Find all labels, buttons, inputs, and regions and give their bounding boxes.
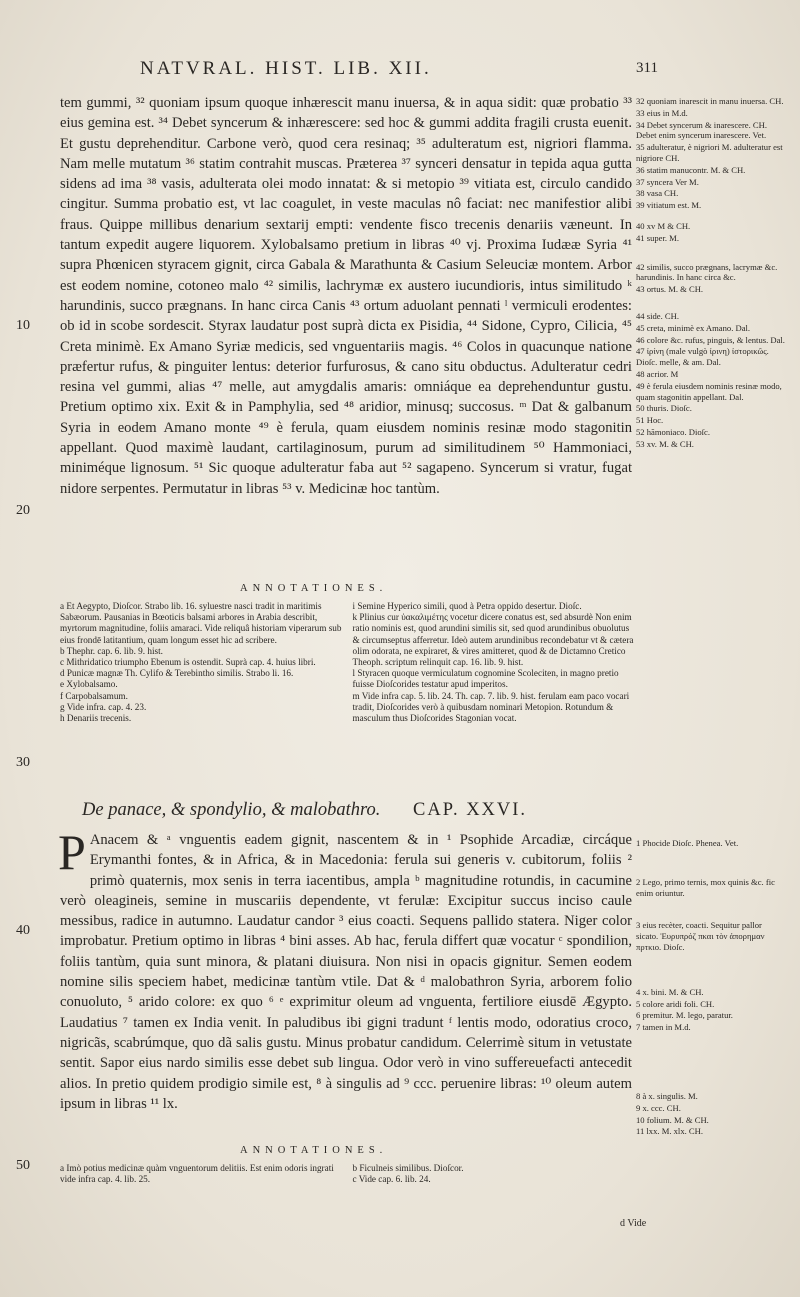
running-title: NATVRAL. HIST. LIB. XII.	[140, 58, 432, 79]
annotations-right-column	[353, 601, 636, 724]
margin-note: 33 eius in M.d.	[636, 107, 688, 118]
margin-note: 51 Hoc.	[636, 415, 664, 426]
annotation: k Plinius cur ὑακαλιμέτης vocetur dicere conatus est, sed absurdè Non enim ratio nominis est, quod arundini similis sit, sed quod arundinibus obuolutus & circumseptus afferretur. Ideò autem arundinibus recondebatur vt & cætera olim odorata, ne expiraret, & vires amitteret, quod & de Dictamno Cretico Theoph. scriptum relinquit cap. 16. lib. 9. hist.	[352, 612, 634, 668]
chapter-26-text	[58, 824, 632, 1114]
line-number: 30	[16, 755, 30, 770]
margin-note: 37 syncera Ver M.	[636, 176, 699, 187]
annotation: c Vide cap. 6. lib. 24.	[352, 1174, 431, 1185]
body-paragraph: tem gummi, ³² quoniam ipsum quoque inhærescit manu inuersa, & in aqua sidit: quæ probatio ³³ eius gemina est. ³⁴ Debet syncerum & inhærescere: sed hoc & gummi addita fragili crusta euenit. Et gustu deprehenditur. Carbone verò, quod cera resinaq; ³⁵ adulteratum est, nigriori flamma. Nam melle mutatum ³⁶ statim contrahit muscas. Præterea ³⁷ synceri densatur in tepida aqua gutta sidens ad ima ³⁸ vasis, adulterata olei modo innatat: & si metopio ³⁹ vitiata est, circulo candido cingitur. Summa probatio est, vt lac coagulet, in veste maculas nô faciat: nec manifestior alibi fraus. Quippe millibus denarium sextarij empti: vendente fisco trecenis denariis væneunt. In tantum expedit augere liquorem. Xylobalsamo pretium in libras ⁴⁰ vj. Proxima Iudææ Syria ⁴¹ supra Phœnicen styracem gignit, circa Gabala & Marathunta & Casium Seleuciæ montem. Arbor est eodem nomine, cotoneo malo ⁴² similis, lachrymæ ex austero iucundioris, intus similitudo ᵏ harundinis, succo prægnans. In hanc circa Canis ⁴³ ortum aduolant pennati ˡ vermiculi erodentes: ob id in scobe sordescit. Styrax laudatur post suprà dicta ex Pisidia, ⁴⁴ Sidone, Cypro, Cilicia, ⁴⁵ Creta minimè. Ex Amano Syriæ medicis, sed vnguentariis magis. ⁴⁶ Colos in quacunque natione præfertur rufus, & pinguiter lentus: deterior furfurosus, & cano situ obductus. Adulteratur cedri resina vel gummi, alias ⁴⁷ melle, aut amygdalis amaris: omniáque ea deprehenduntur gustu. Pretium optimo xix. Exit & in Pamphylia, sed ⁴⁸ aridior, minusq; succosus. ᵐ Dat & galbanum Syria in eodem Amano monte ⁴⁹ è ferula, quam eiusdem nominis resinæ modo stagonitin appellant. Quod maximè laudant, cartilaginosum, purum ad similitudinem ⁵⁰ Hammoniaci, miniméque lignosum. ⁵¹ Sic quoque adulteratur faba aut ⁵² sagapeno. Syncerum si vratur, fugat nidore serpentes. Permutatur in libras ⁵³ v. Medicinæ hoc tantùm.	[60, 95, 632, 497]
margin-note: 39 vitiatum est. M.	[636, 200, 702, 211]
annotation: a Imò potius medicinæ quàm vnguentorum delitiis. Est enim odoris ingrati vide infra cap. 4. lib. 25.	[60, 1163, 334, 1185]
chapter-title: De panace, & spondylio, & malobathro.	[82, 800, 381, 820]
drop-cap: P	[58, 824, 86, 880]
margin-note: 48 acrior. M	[636, 368, 679, 379]
margin-note: 35 adulteratur, è nigriori M. adulteratur est nigriore CH.	[636, 142, 783, 163]
annotation: d Punicæ magnæ Th. Cylifo & Terebintho similis. Strabo li. 16.	[60, 668, 294, 679]
margin-note: 6 premitur. M. lego, paratur.	[636, 1010, 733, 1021]
margin-note: 3 eius recèter, coacti. Sequitur pallor sicato. Ἐυρυπρόζ πκαι τὸν ἀπορημαν πρτκιο. Dioſc.	[636, 920, 765, 952]
margin-note: 10 folium. M. & CH.	[636, 1114, 709, 1125]
chapter-25-text	[60, 93, 632, 499]
annotation: i Semine Hyperico simili, quod à Petra oppido desertur. Dioſc.	[352, 601, 582, 611]
margin-note: 34 Debet syncerum & inarescere. CH. Debet enim syncerum inarescere. Vet.	[636, 119, 768, 141]
annotationes-heading-2: ANNOTATIONES.	[240, 1145, 388, 1156]
chapter-number: CAP. XXVI.	[413, 800, 528, 820]
annotation: b Ficulneis similibus. Dioſcor.	[352, 1163, 464, 1173]
margin-note: 9 x. ccc. CH.	[636, 1102, 681, 1113]
margin-note: 36 statim manucontr. M. & CH.	[636, 164, 746, 175]
margin-note: 2 Lego, primo ternis, mox quinis &c. fic enim oriuntur.	[636, 876, 775, 898]
page-number: 311	[636, 60, 658, 76]
annotations-right-column	[353, 1163, 636, 1185]
annotations-2	[60, 1163, 635, 1185]
annotationes-heading: ANNOTATIONES.	[240, 583, 388, 594]
margin-note: 11 lxx. M. xlx. CH.	[636, 1126, 704, 1137]
margin-notes-1	[636, 96, 786, 451]
line-number: 50	[16, 1158, 30, 1173]
margin-note: 53 xv. M. & CH.	[636, 438, 694, 449]
margin-note: 44 side. CH.	[636, 310, 679, 321]
annotation: l Styracen quoque vermiculatum cognomine Scoleciten, in magno pretio fuisse Dioſcorides testatur apud imperitos.	[352, 668, 619, 690]
annotations-left-column	[60, 601, 343, 724]
chapter-heading	[82, 800, 622, 821]
annotation: m Vide infra cap. 5. lib. 24. Th. cap. 7. lib. 9. hist. ferulam eam paco vocari tradit, Dioſcorides verò à quibusdam nominari Metopion. Rotundum & masculum thus Dioſcorides Stagonian vocat.	[352, 690, 630, 724]
margin-note: 46 colore &c. rufus, pinguis, & lentus. Dal.	[636, 334, 785, 345]
catchword: d Vide	[620, 1218, 647, 1229]
annotation: b Thephr. cap. 6. lib. 9. hist.	[60, 645, 163, 656]
annotation: f Carpobalsamum.	[60, 690, 128, 701]
margin-note: 41 super. M.	[636, 232, 679, 243]
margin-note: 42 similis, succo prægnans, lacrymæ &c. harundinis. In hanc circa &c.	[636, 261, 778, 283]
margin-note: 52 hãmoniaco. Dioſc.	[636, 426, 710, 437]
annotation: h Denariis trecenis.	[60, 713, 132, 724]
annotation: a Et Aegypto, Dioſcor. Strabo lib. 16. syluestre nasci tradit in maritimis Sabæorum. Pausanias in Bœoticis balsami arbores in Arabia describit, myrtorum magnitudine, foliis amaraci. Vide reliquâ historiam viperarum sub eius frondē latitantium, quam longum esset hic ad scribere.	[60, 601, 342, 645]
annotation: e Xylobalsamo.	[60, 679, 118, 690]
margin-note: 40 xv M & CH.	[636, 220, 691, 231]
margin-note: 45 creta, minimè ex Amano. Dal.	[636, 322, 751, 333]
margin-note: 7 tamen in M.d.	[636, 1022, 691, 1033]
body-text: Anacem & ᵃ vnguentis eadem gignit, nascentem & in ¹ Psophide Arcadiæ, circáque Erymanthi fontes, & in Africa, & in Macedonia: ferula sui generis v. cubitorum, foliis ² primò quaternis, mox senis in terra iacentibus, ampla ᵇ magnitudine rotundis, in cacumine verò oleagineis, semine in muscariis dependente, vt ferulæ: Excipitur succus inciso caule messibus, radice in autumno. Laudatur candor ³ eius coacti. Sequens pallido statera. Niger color improbatur. Pretium optimo in libras ⁴ bini asses. Ab hac, ferula differt quæ vocatur ᶜ spondilion, foliis tantùm, quia sunt minora, & platani diuisura. Non nisi in opacis gignitur. Semen eodem nomine silis speciem habet, medicinæ tantùm vtile. Dat & ᵈ malobathron Syria, arborem folio conuoluto, ⁵ arido colore: ex quo ⁶ ᵉ exprimitur oleum ad vnguenta, fertiliore eiusdē Ægypto. Laudatius ⁷ tamen ex India venit. In paludibus ibi gigni tradunt ᶠ lentis modo, odoratius croco, nigricãs, scabrúmque, quo dã salis gustu. Minus probatur candidum. Celerrimè situm in vetustate sentit. Sapor eius nardo similis esse debet sub lingua. Odor verò in vino suffereuefacti antecedit alios. In pretio quidem prodigio simile est, ⁸ à singulis ad ⁹ ccc. peruenire libras: ¹⁰ oleum autem ipsum in libras ¹¹ lx.	[60, 832, 632, 1112]
margin-note: 32 quoniam inarescit in manu inuersa. CH.	[636, 96, 784, 106]
margin-note: 8 à x. singulis. M.	[636, 1090, 698, 1101]
annotations-left-column	[60, 1163, 343, 1185]
annotations-1	[60, 601, 635, 724]
margin-note: 43 ortus. M. & CH.	[636, 284, 704, 295]
margin-note: 4 x. bini. M. & CH.	[636, 986, 704, 997]
margin-note: 49 è ferula eiusdem nominis resinæ modo, quam stagonitin appellant. Dal.	[636, 380, 782, 402]
margin-note: 50 thuris. Dioſc.	[636, 403, 692, 414]
line-number: 20	[16, 503, 30, 518]
margin-note: 1 Phocide Dioſc. Phenea. Vet.	[636, 838, 739, 848]
margin-notes-2	[636, 838, 786, 1138]
margin-note: 5 colore aridi foli. CH.	[636, 998, 715, 1009]
margin-note: 38 vasa CH.	[636, 188, 679, 199]
margin-note: 47 ἰρίνη (male vulgò ἰρινη) ἰστορικῶς. Dioſc. melle, & am. Dal.	[636, 346, 769, 368]
line-number: 40	[16, 923, 30, 938]
annotation: c Mithridatico triumpho Ebenum is ostendit. Suprà cap. 4. huius libri.	[60, 657, 316, 668]
body-paragraph	[58, 824, 632, 1114]
line-number: 10	[16, 318, 30, 333]
annotation: g Vide infra. cap. 4. 23.	[60, 701, 147, 712]
